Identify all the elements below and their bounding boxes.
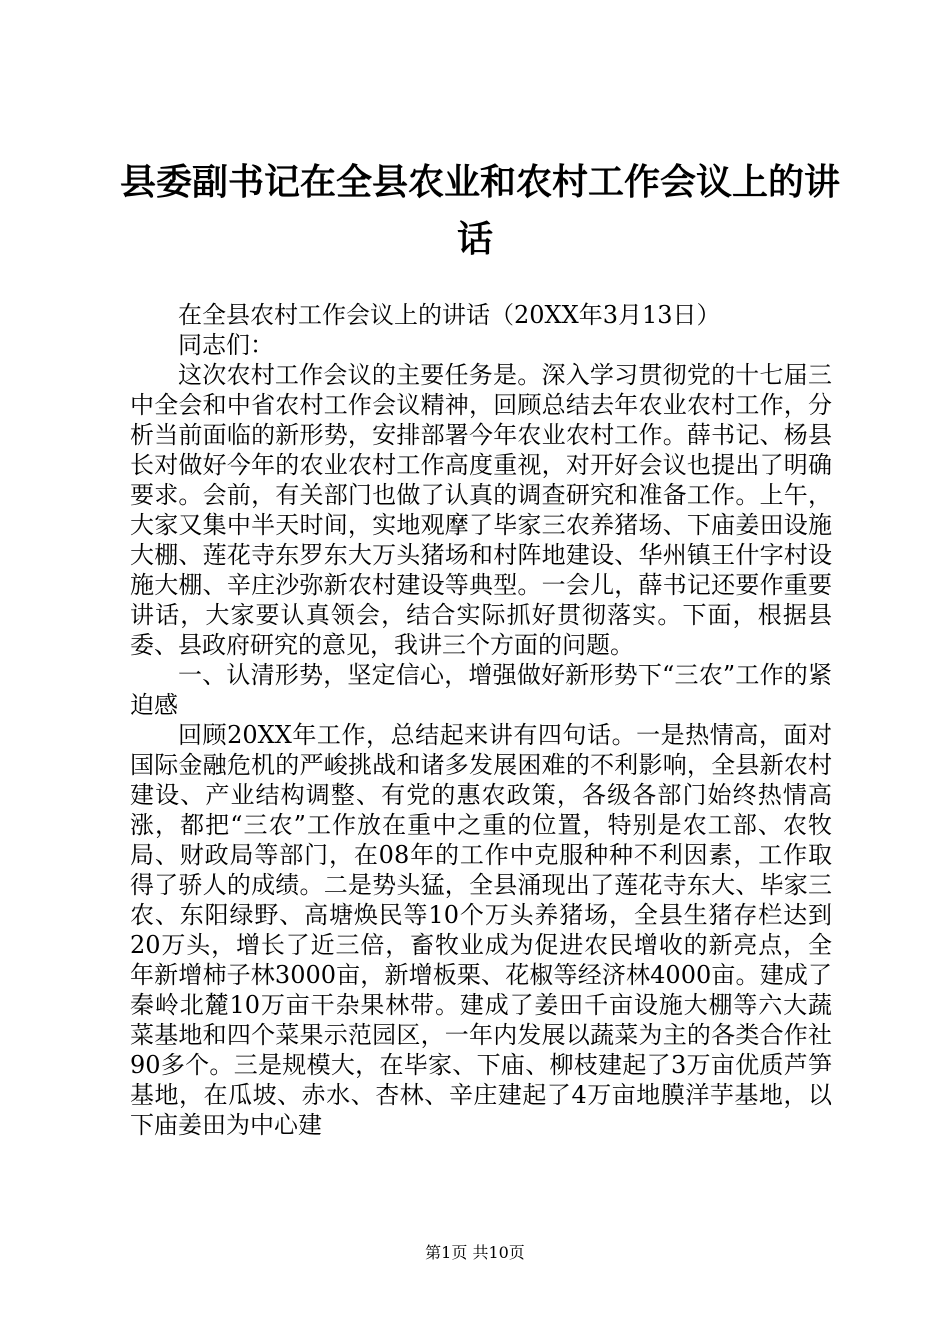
document-title-line-1: 县委副书记在全县农业和农村工作会议上的讲 [120,162,841,203]
paragraph-review: 回顾20XX年工作，总结起来讲有四句话。一是热情高，面对国际金融危机的严峻挑战和诸多发展困难的不利影响，全县新农村建设、产业结构调整、有党的惠农政策，各级各部门始终热情高涨，都把“三农”工作放在重中之重的位置，特别是农工部、农牧局、财政局等部门，在08年的工作中克服种种不利因素，工作取得了骄人的成绩。二是势头猛，全县涌现出了莲花寺东大、毕家三农、东阳绿野、高塘焕民等10个万头养猪场，全县生猪存栏达到20万头，增长了近三倍，畜牧业成为促进农民增收的新亮点，全年新增柿子林3000亩，新增板栗、花椒等经济林4000亩。建成了秦岭北麓10万亩干杂果林带。建成了姜田千亩设施大棚等六大蔬菜基地和四个菜果示范园区，一年内发展以蔬菜为主的各类合作社90多个。三是规模大，在毕家、下庙、柳枝建起了3万亩优质芦笋基地，在瓜坡、赤水、杏林、辛庄建起了4万亩地膜洋芋基地，以下庙姜田为中心建 [130,721,832,1139]
page-number-footer: 第1页 共10页 [425,1243,525,1262]
document-body [130,300,832,1140]
salutation: 同志们： [178,331,274,359]
speech-subtitle: 在全县农村工作会议上的讲话（20XX年3月13日） [178,301,721,329]
section-heading-1: 一、认清形势，坚定信心，增强做好新形势下“三农”工作的紧迫感 [130,661,832,719]
document-title-line-2: 话 [456,219,493,260]
paragraph-intro: 这次农村工作会议的主要任务是。深入学习贯彻党的十七届三中全会和中省农村工作会议精神，回顾总结去年农业农村工作，分析当前面临的新形势，安排部署今年农业农村工作。薛书记、杨县长对做好今年的农业农村工作高度重视，对开好会议也提出了明确要求。会前，有关部门也做了认真的调查研究和准备工作。上午，大家又集中半天时间，实地观摩了毕家三农养猪场、下庙姜田设施大棚、莲花寺东罗东大万头猪场和村阵地建设、华州镇王什字村设施大棚、辛庄沙弥新农村建设等典型。一会儿，薛书记还要作重要讲话，大家要认真领会，结合实际抓好贯彻落实。下面，根据县委、县政府研究的意见，我讲三个方面的问题。 [130,361,832,659]
